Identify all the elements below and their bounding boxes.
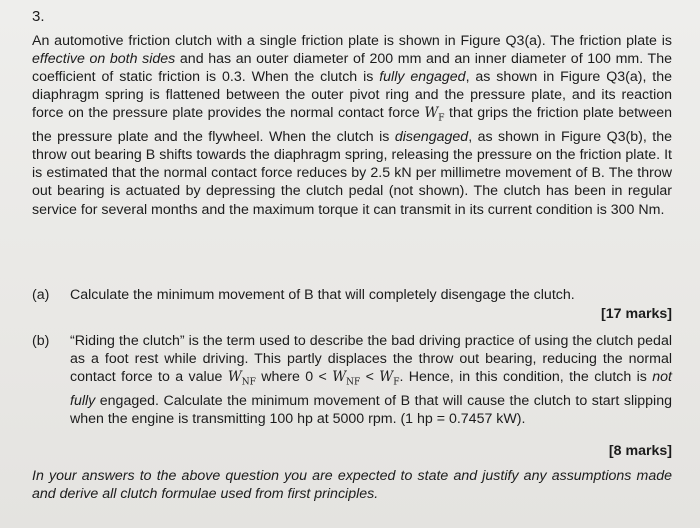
part-b-text <box>70 332 672 428</box>
wnf-symbol: $W_{NF}$ <box>227 369 256 388</box>
intro-text-3: , as shown in Figure Q3(a), the diaphragm spring is flattened between the outer pivot ring and the pressure plate, and its reaction force on the pressure plate provides the normal contact force <box>32 69 673 122</box>
intro-disengaged-emphasis: disengaged <box>394 129 469 146</box>
part-a-text: Calculate the minimum movement of B that will completely disengage the clutch. <box>70 287 575 303</box>
not-fully-emphasis: not fully <box>70 369 673 409</box>
part-b-text-1: “Riding the clutch” is the term used to describe the bad driving practice of using the clutch pedal as a foot rest while driving. This partly displaces the throw out bearing, reducing the normal contact force to a value <box>70 333 672 386</box>
part-b-label: (b) <box>32 333 50 349</box>
intro-text-4: that grips the friction plate between the pressure plate and the flywheel. When the clutch is <box>32 105 672 146</box>
intro-text-2: and has an outer diameter of 200 mm and an inner diameter of 100 mm. The coefficient of static friction is 0.3. When the clutch is <box>32 51 672 86</box>
part-b-marks: [8 marks] <box>608 443 672 459</box>
intro-fully-engaged-emphasis: fully engaged <box>379 69 466 86</box>
part-b-text-4: . Hence, in this condition, the clutch is <box>399 369 653 386</box>
wnf-symbol-2: $W_{NF}$ <box>332 369 361 388</box>
question-number: 3. <box>32 8 45 25</box>
wf-symbol-2: $W_F$ <box>379 369 400 388</box>
intro-text-5: , as shown in Figure Q3(b), the throw out bearing B shifts towards the diaphragm spring, releasing the pressure on the friction plate. It is estimated that the normal contact force reduces by 2.5 kN per millimetre movement of B. The throw out bearing is actuated by depressing the clutch pedal (not shown). The clutch has been in regular service for several months and the maximum torque it can transmit in its current condition is 300 Nm. <box>32 129 672 218</box>
wf-symbol: $W_F$ <box>424 105 445 125</box>
part-b-text-2: where 0 < <box>255 369 333 386</box>
part-b-text-5: engaged. Calculate the minimum movement of B that will cause the clutch to start slipping when the engine is transmitting 100 hp at 5000 rpm. (1 hp = 0.7457 kW). <box>70 392 672 428</box>
part-b <box>32 332 672 462</box>
part-a <box>32 286 672 326</box>
question-intro-paragraph <box>32 32 672 219</box>
assumptions-note: In your answers to the above question you are expected to state and justify any assumptions made and derive all clutch formulae used from first principles. <box>32 468 672 503</box>
part-a-label: (a) <box>32 287 50 303</box>
intro-effective-emphasis: effective on both sides <box>32 51 176 68</box>
intro-text-1: An automotive friction clutch with a single friction plate is shown in Figure Q3(a). The friction plate is <box>32 33 672 49</box>
part-a-marks: [17 marks] <box>601 306 672 322</box>
part-b-text-3: < <box>360 369 380 386</box>
